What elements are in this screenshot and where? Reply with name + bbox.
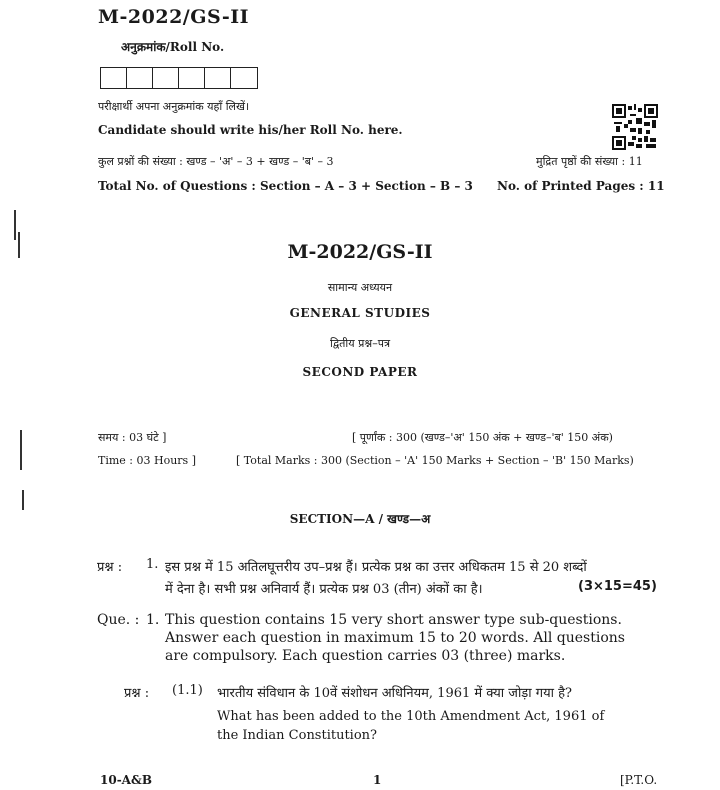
subquestion-text-hindi: भारतीय संविधान के 10वें संशोधन अधिनियम, 1961 में क्या जोड़ा गया है?	[217, 686, 572, 701]
paper-number-english: SECOND PAPER	[302, 365, 418, 379]
subject-english: GENERAL STUDIES	[289, 306, 431, 320]
marks-english: [ Total Marks : 300 (Section – 'A' 150 Marks + Section – 'B' 150 Marks)	[236, 454, 634, 467]
subquestion-text-english-line1: What has been added to the 10th Amendment Act, 1961 of	[217, 709, 605, 724]
footer-code: 10-A&B	[100, 773, 152, 787]
roll-number-boxes[interactable]	[100, 67, 258, 89]
paper-number-hindi: द्वितीय प्रश्न–पत्र	[329, 337, 391, 350]
question-text-english-line3: are compulsory. Each question carries 03 (three) marks.	[165, 648, 566, 664]
subquestion-number: (1.1)	[172, 683, 203, 698]
qr-code-icon	[612, 104, 658, 150]
page-number: 1	[373, 773, 382, 787]
roll-cell[interactable]	[231, 68, 257, 88]
paper-title: M-2022/GS-II	[287, 241, 433, 263]
question-text-hindi-line2: में देना है। सभी प्रश्न अनिवार्य हैं। प्रत्येक प्रश्न 03 (तीन) अंकों का है।	[165, 582, 483, 597]
roll-cell[interactable]	[101, 68, 127, 88]
question-marks: (3×15=45)	[578, 579, 657, 594]
question-text-hindi-line1: इस प्रश्न में 15 अतिलघूत्तरीय उप–प्रश्न हैं। प्रत्येक प्रश्न का उत्तर अधिकतम 15 से 20 शब्दों	[165, 560, 587, 575]
roll-cell[interactable]	[205, 68, 231, 88]
subquestion-text-english-line2: the Indian Constitution?	[217, 728, 378, 743]
paper-code-header: M-2022/GS-II	[98, 6, 250, 28]
question-label-hindi: प्रश्न :	[97, 560, 123, 575]
roll-note-english: Candidate should write his/her Roll No. here.	[98, 123, 403, 137]
question-number: 1.	[146, 557, 159, 572]
roll-no-label: अनुक्रमांक/Roll No.	[121, 40, 225, 54]
marks-hindi: [ पूर्णांक : 300 (खण्ड–'अ' 150 अंक + खण्ड–'ब' 150 अंक)	[352, 431, 613, 444]
total-questions-hindi: कुल प्रश्नों की संख्या : खण्ड – 'अ' – 3 + खण्ड – 'ब' – 3	[98, 155, 334, 168]
pto-note: [P.T.O.	[620, 773, 658, 787]
section-heading: SECTION—A / खण्ड—अ	[289, 512, 431, 526]
roll-cell[interactable]	[127, 68, 153, 88]
subject-hindi: सामान्य अध्ययन	[327, 281, 393, 294]
time-hindi: समय : 03 घंटे ]	[98, 431, 167, 444]
printed-pages-hindi: मुद्रित पृष्ठों की संख्या : 11	[536, 155, 643, 168]
question-text-english-line2: Answer each question in maximum 15 to 20 words. All questions	[165, 630, 625, 646]
question-text-english-line1: This question contains 15 very short answer type sub-questions.	[165, 612, 622, 628]
subquestion-label: प्रश्न :	[124, 686, 150, 701]
total-questions-english: Total No. of Questions : Section – A – 3 + Section – B – 3	[98, 179, 473, 193]
printed-pages-english: No. of Printed Pages : 11	[497, 179, 665, 193]
roll-cell[interactable]	[153, 68, 179, 88]
question-number-english: 1.	[146, 612, 160, 628]
scan-edge-mark	[20, 430, 22, 470]
scan-edge-mark	[14, 210, 16, 240]
time-english: Time : 03 Hours ]	[98, 454, 196, 467]
roll-note-hindi: परीक्षार्थी अपना अनुक्रमांक यहाँ लिखें।	[98, 100, 250, 113]
scan-edge-mark	[22, 490, 24, 510]
question-label-english: Que. :	[97, 612, 140, 628]
roll-cell[interactable]	[179, 68, 205, 88]
